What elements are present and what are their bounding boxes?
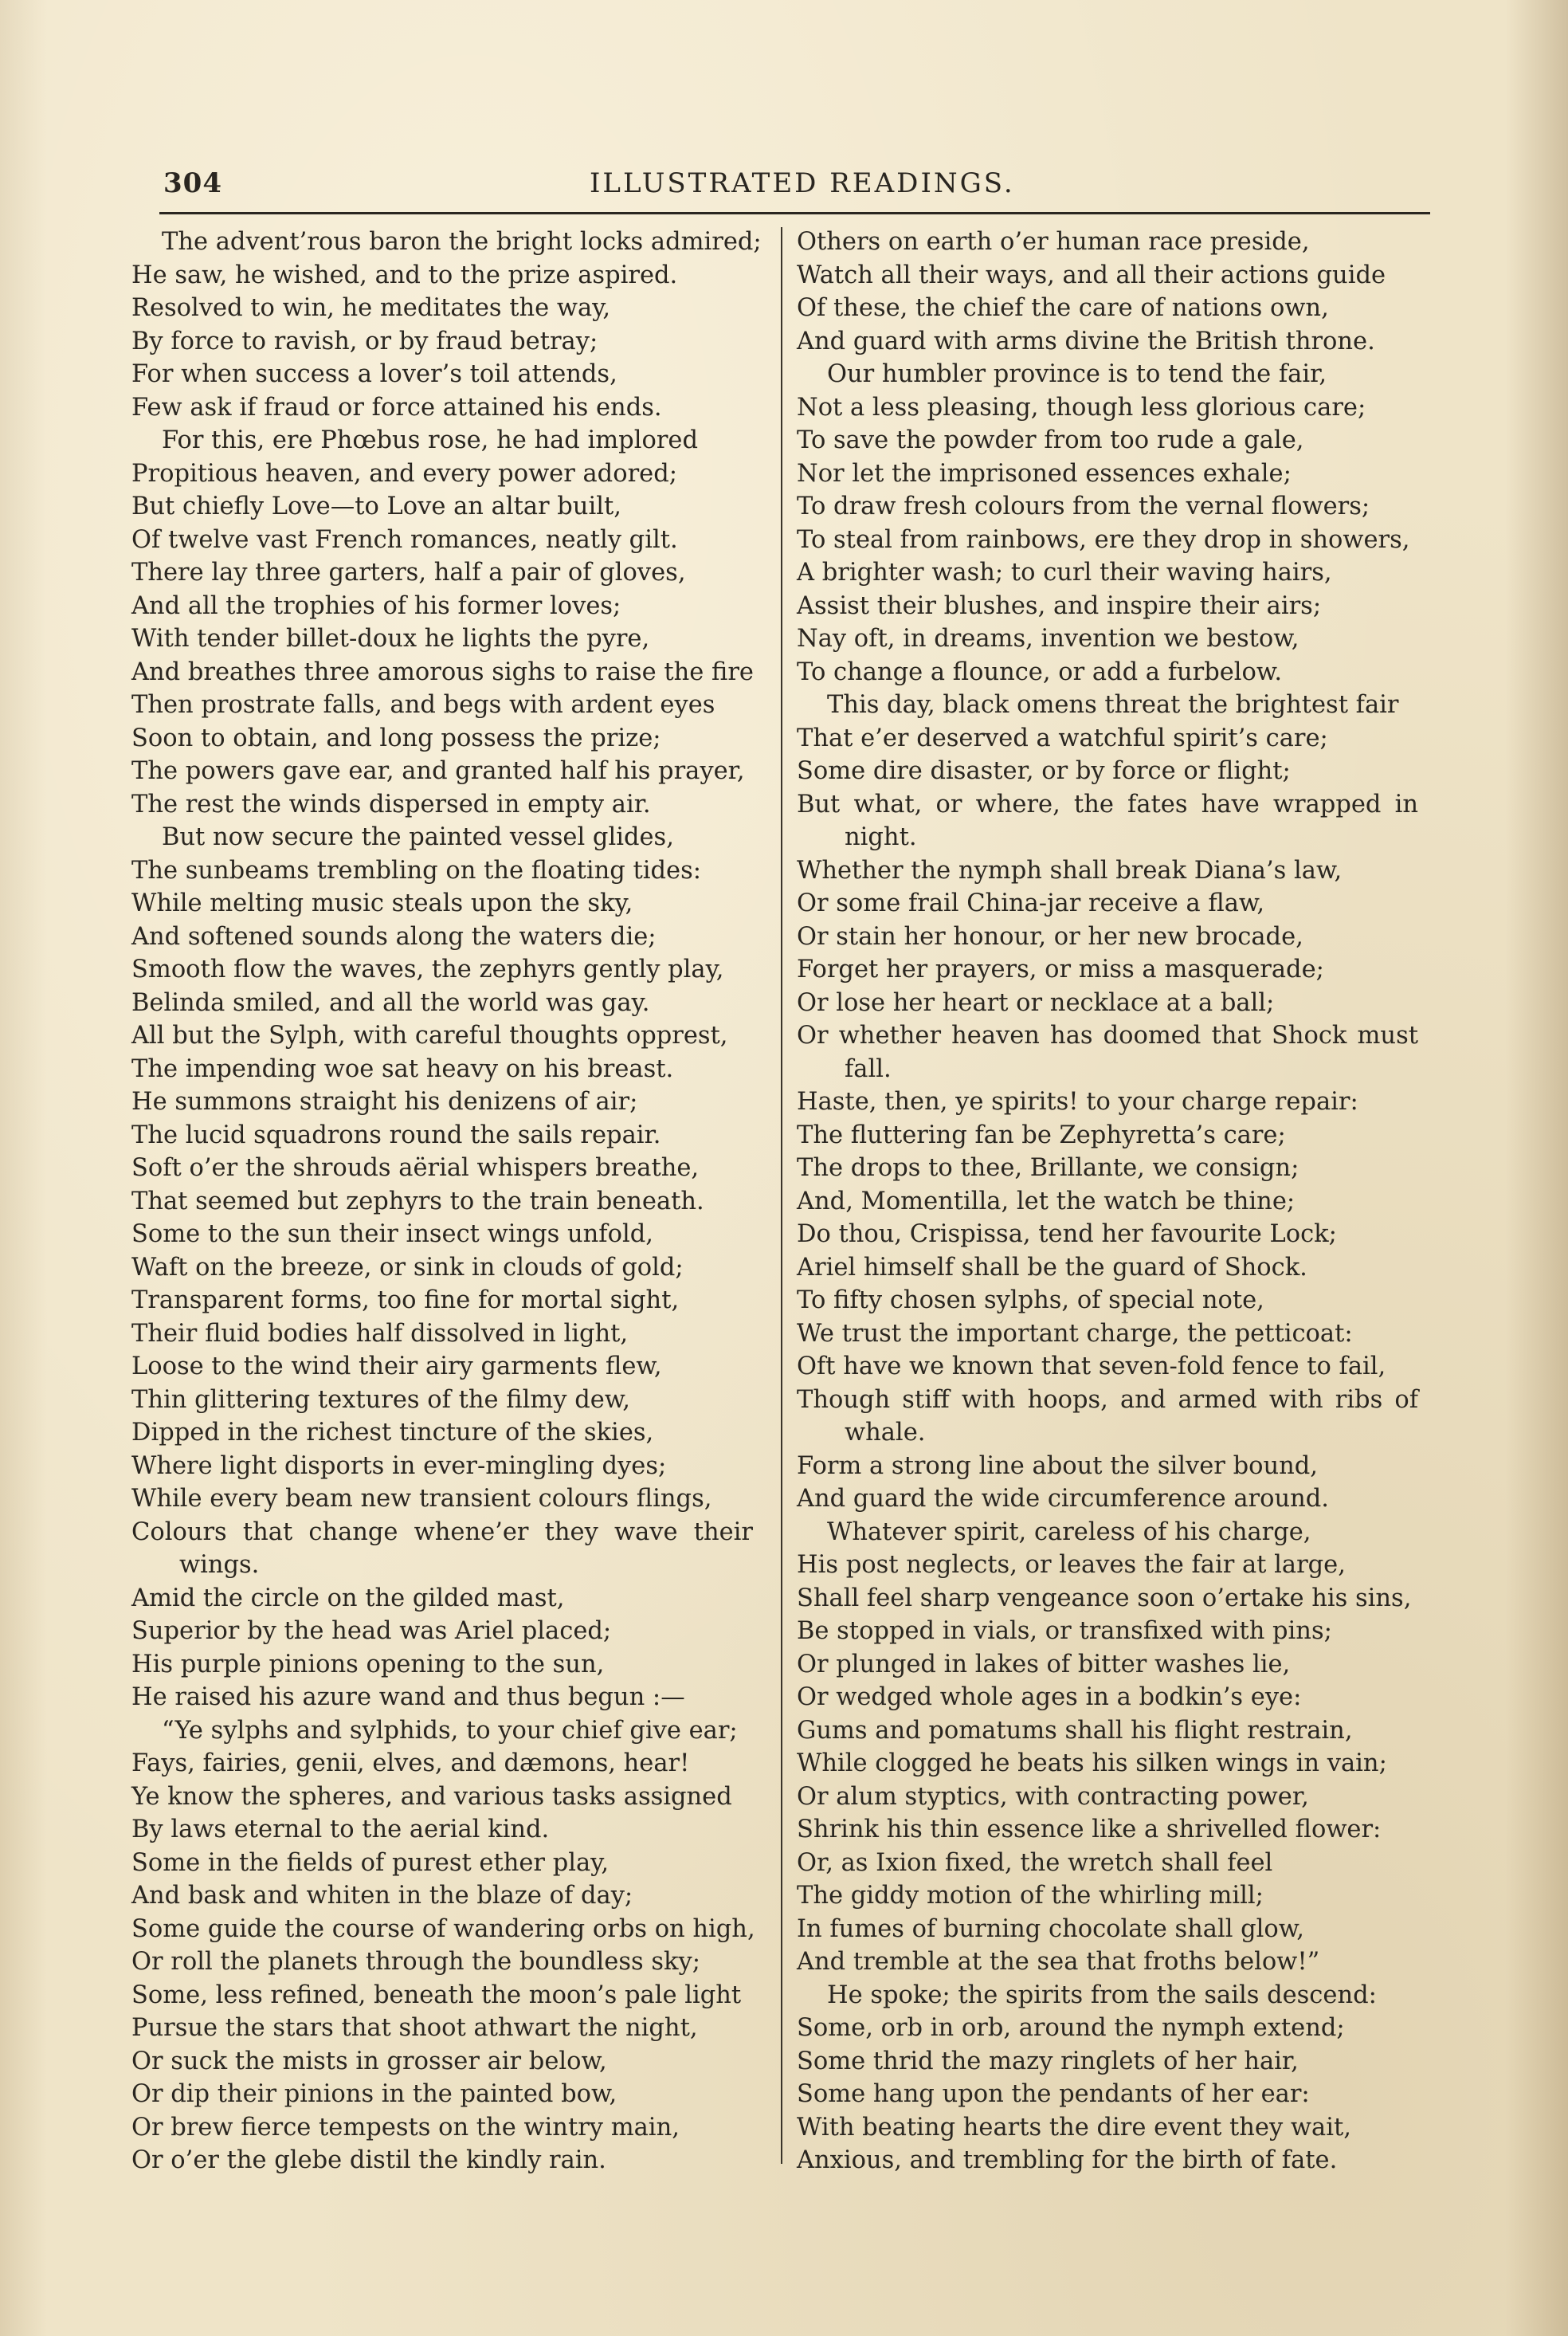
poem-line: He summons straight his denizens of air;	[131, 1088, 638, 1116]
poem-line: A brighter wash; to curl their waving hairs,	[797, 559, 1332, 587]
poem-line: That e’er deserved a watchful spirit’s care;	[797, 724, 1328, 752]
poem-line: We trust the important charge, the petticoat:	[797, 1319, 1353, 1348]
poem-line: Assist their blushes, and inspire their airs;	[797, 591, 1322, 620]
poem-line: The advent’rous baron the bright locks admired;	[162, 228, 762, 256]
poem-line: Haste, then, ye spirits! to your charge repair:	[797, 1088, 1358, 1116]
poem-line: Oft have we known that seven-fold fence to fail,	[797, 1353, 1386, 1380]
poem-line: Watch all their ways, and all their actions guide	[797, 261, 1386, 289]
poem-line: For when success a lover’s toil attends,	[131, 360, 617, 388]
poem-line: Shall feel sharp vengeance soon o’ertake his sins,	[797, 1584, 1412, 1612]
poem-line: Soon to obtain, and long possess the prize;	[131, 724, 661, 752]
poem-line: He spoke; the spirits from the sails descend:	[827, 1981, 1377, 2009]
poem-line: To change a flounce, or add a furbelow.	[797, 658, 1283, 686]
header-rule	[159, 212, 1430, 214]
poem-line: The fluttering fan be Zephyretta’s care;	[797, 1121, 1286, 1149]
poem-line: Gums and pomatums shall his flight restrain,	[797, 1716, 1353, 1745]
poem-line: The powers gave ear, and granted half his prayer,	[131, 757, 745, 785]
poem-line: And softened sounds along the waters die;	[131, 922, 657, 951]
poem-line: Whatever spirit, careless of his charge,	[827, 1517, 1311, 1546]
poem-line: Resolved to win, he meditates the way,	[131, 294, 611, 322]
poem-line: night.	[845, 823, 917, 851]
poem-line: With tender billet-doux he lights the pyre,	[131, 625, 650, 653]
poem-line: By laws eternal to the aerial kind.	[131, 1816, 550, 1843]
poem-line: And guard with arms divine the British throne.	[797, 327, 1375, 355]
running-title: ILLUSTRATED READINGS.	[590, 167, 1015, 199]
poem-line: Their fluid bodies half dissolved in light,	[131, 1319, 629, 1348]
poem-line: Or o’er the glebe distil the kindly rain.	[131, 2146, 606, 2174]
poem-line: Nor let the imprisoned essences exhale;	[797, 459, 1292, 488]
poem-line: But what, or where, the fates have wrapped in	[797, 790, 1418, 819]
poem-line: Or dip their pinions in the painted bow,	[131, 2080, 617, 2108]
poem-line: All but the Sylph, with careful thoughts opprest,	[131, 1022, 728, 1050]
poem-line: Or stain her honour, or her new brocade,	[797, 922, 1303, 951]
poem-line: There lay three garters, half a pair of gloves,	[131, 559, 686, 587]
poem-line: The impending woe sat heavy on his breast.	[131, 1054, 674, 1083]
poem-line: The lucid squadrons round the sails repair.	[131, 1121, 661, 1149]
poem-line: Of twelve vast French romances, neatly gilt.	[131, 525, 678, 554]
poem-line: And all the trophies of his former loves;	[131, 591, 621, 620]
poem-line: Some hang upon the pendants of her ear:	[797, 2080, 1310, 2108]
poem-line: This day, black omens threat the brightest fair	[827, 691, 1399, 719]
poem-line: Thin glittering textures of the filmy dew,	[131, 1385, 630, 1414]
poem-line: And breathes three amorous sighs to raise the fire	[131, 658, 754, 686]
poem-line: Ye know the spheres, and various tasks assigned	[131, 1782, 732, 1811]
poem-line: Or brew fierce tempests on the wintry main,	[131, 2113, 680, 2142]
poem-line: And guard the wide circumference around.	[797, 1485, 1329, 1513]
poem-line: Do thou, Crispissa, tend her favourite Lock;	[797, 1220, 1337, 1248]
poem-line: The giddy motion of the whirling mill;	[797, 1882, 1264, 1910]
poem-line: In fumes of burning chocolate shall glow,	[797, 1914, 1304, 1943]
poem-line: Of these, the chief the care of nations own,	[797, 294, 1329, 322]
poem-line: Whether the nymph shall break Diana’s law,	[797, 856, 1343, 885]
poem-line: Some to the sun their insect wings unfold,	[131, 1220, 653, 1248]
poem-line: Some dire disaster, or by force or flight;	[797, 757, 1291, 785]
poem-line: To steal from rainbows, ere they drop in showers,	[797, 525, 1410, 554]
poem-line: Some guide the course of wandering orbs on high,	[131, 1914, 755, 1943]
column-divider	[781, 227, 782, 2164]
poem-line: Or suck the mists in grosser air below,	[131, 2047, 607, 2075]
poem-line: Fays, fairies, genii, elves, and dæmons, hear!	[131, 1749, 690, 1777]
poem-line: And tremble at the sea that froths below!”	[797, 1948, 1320, 1976]
poem-line: His post neglects, or leaves the fair at large,	[797, 1551, 1346, 1579]
poem-line: But now secure the painted vessel glides,	[162, 823, 674, 851]
poem-line: Waft on the breeze, or sink in clouds of gold;	[131, 1253, 684, 1282]
poem-line: Some in the fields of purest ether play,	[131, 1848, 610, 1877]
poem-line: His purple pinions opening to the sun,	[131, 1650, 605, 1678]
poem-line: Others on earth o’er human race preside,	[797, 228, 1310, 256]
poem-line: Or wedged whole ages in a bodkin’s eye:	[797, 1683, 1302, 1711]
left-column	[131, 226, 769, 2177]
poem-line: Amid the circle on the gilded mast,	[131, 1584, 565, 1612]
poem-line: Or plunged in lakes of bitter washes lie,	[797, 1650, 1291, 1678]
poem-line: Ariel himself shall be the guard of Shock.	[797, 1253, 1307, 1282]
poem-line: Forget her prayers, or miss a masquerade;	[797, 956, 1324, 983]
poem-line: Where light disports in ever-mingling dyes;	[131, 1451, 667, 1480]
poem-line: fall.	[845, 1054, 892, 1083]
poem-line: The drops to thee, Brillante, we consign;	[797, 1154, 1299, 1182]
poem-line: While clogged he beats his silken wings in vain;	[797, 1749, 1387, 1777]
poem-line: Not a less pleasing, though less glorious care;	[797, 393, 1366, 422]
poem-line: The rest the winds dispersed in empty air.	[131, 790, 651, 819]
poem-line: But chiefly Love—to Love an altar built,	[131, 493, 621, 520]
poem-line: Though stiff with hoops, and armed with ribs of	[797, 1385, 1418, 1414]
poem-line: Or some frail China-jar receive a flaw,	[797, 889, 1265, 917]
poem-line: Or lose her heart or necklace at a ball;	[797, 988, 1275, 1017]
poem-line: Shrink his thin essence like a shrivelled flower:	[797, 1816, 1382, 1843]
poem-line: Or roll the planets through the boundless sky;	[131, 1948, 700, 1976]
poem-line: Soft o’er the shrouds aërial whispers breathe,	[131, 1154, 700, 1182]
poem-line: Dipped in the richest tincture of the skies,	[131, 1419, 654, 1447]
poem-line: Then prostrate falls, and begs with ardent eyes	[131, 691, 715, 719]
poem-line: With beating hearts the dire event they wait,	[797, 2113, 1351, 2142]
poem-line: He saw, he wished, and to the prize aspired.	[131, 261, 678, 289]
poem-line: Few ask if fraud or force attained his ends.	[131, 393, 662, 422]
poem-line: By force to ravish, or by fraud betray;	[131, 327, 598, 355]
poem-line: Or alum styptics, with contracting power,	[797, 1782, 1309, 1811]
poem-line: That seemed but zephyrs to the train beneath.	[131, 1187, 704, 1215]
poem-line: Belinda smiled, and all the world was gay.	[131, 988, 650, 1017]
poem-line: whale.	[845, 1419, 926, 1447]
poem-line: Propitious heaven, and every power adored;	[131, 459, 677, 488]
poem-line: And, Momentilla, let the watch be thine;	[797, 1187, 1296, 1215]
poem-line: Some, less refined, beneath the moon’s pale light	[131, 1981, 742, 2009]
poem-line: Or whether heaven has doomed that Shock must	[797, 1022, 1418, 1050]
poem-line: While melting music steals upon the sky,	[131, 889, 633, 917]
poem-line: Form a strong line about the silver bound,	[797, 1451, 1318, 1480]
page-number: 304	[163, 167, 222, 199]
poem-line: The sunbeams trembling on the floating tides:	[131, 856, 702, 885]
poem-line: Nay oft, in dreams, invention we bestow,	[797, 625, 1299, 653]
poem-line: For this, ere Phœbus rose, he had implored	[162, 426, 698, 454]
poem-line: wings.	[179, 1551, 260, 1579]
poem-line: Some, orb in orb, around the nymph extend;	[797, 2014, 1345, 2042]
poem-line: Pursue the stars that shoot athwart the night,	[131, 2014, 698, 2042]
poem-line: Colours that change whene’er they wave their	[131, 1517, 753, 1546]
poem-line: Loose to the wind their airy garments flew,	[131, 1353, 662, 1380]
poem-line: Some thrid the mazy ringlets of her hair,	[797, 2047, 1299, 2075]
poem-line: Smooth flow the waves, the zephyrs gently play,	[131, 956, 724, 983]
poem-line: And bask and whiten in the blaze of day;	[131, 1882, 633, 1910]
poem-line: While every beam new transient colours flings,	[131, 1485, 712, 1513]
poem-line: He raised his azure wand and thus begun :—	[131, 1683, 685, 1711]
poem-line: Our humbler province is to tend the fair,	[827, 360, 1327, 388]
poem-line: Or, as Ixion fixed, the wretch shall feel	[797, 1848, 1273, 1877]
poem-line: To save the powder from too rude a gale,	[797, 426, 1304, 454]
poem-line: To fifty chosen sylphs, of special note,	[797, 1286, 1264, 1314]
poem-line: “Ye sylphs and sylphids, to your chief give ear;	[162, 1716, 738, 1745]
poem-line: Superior by the head was Ariel placed;	[131, 1617, 612, 1645]
poem-line: Anxious, and trembling for the birth of fate.	[797, 2146, 1338, 2174]
right-column	[797, 226, 1434, 2177]
poem-line: To draw fresh colours from the vernal flowers;	[797, 493, 1370, 520]
poem-line: Transparent forms, too fine for mortal sight,	[131, 1286, 680, 1314]
page-header	[163, 167, 1430, 215]
poem-line: Be stopped in vials, or transfixed with pins;	[797, 1617, 1332, 1645]
